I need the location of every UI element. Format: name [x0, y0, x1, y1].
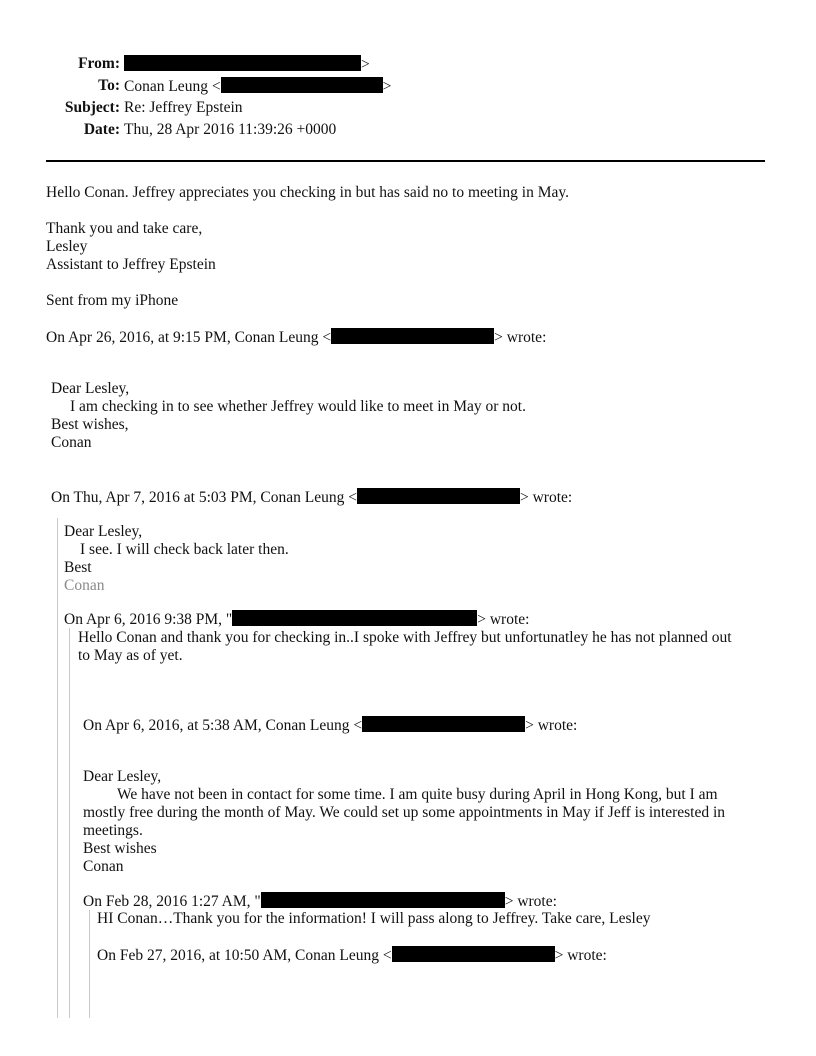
quote-attribution	[83, 716, 577, 735]
quote-bar	[89, 910, 90, 1018]
attribution-text: > wrote:	[525, 717, 578, 734]
attribution-text: > wrote:	[494, 329, 547, 346]
quote-line: I see. I will check back later then.	[80, 541, 289, 558]
quote-line: Conan	[64, 577, 105, 594]
quote-line: HI Conan…Thank you for the information! I will pass along to Jeffrey. Take care, Lesley	[97, 910, 651, 927]
attribution-text: On Feb 27, 2016, at 10:50 AM, Conan Leung <	[97, 947, 392, 964]
quote-line: Best wishes,	[51, 416, 129, 433]
subject-value: Re: Jeffrey Epstein	[124, 99, 243, 116]
reply-line: Thank you and take care,	[46, 220, 203, 237]
redaction-bar	[261, 892, 505, 908]
quote-line: mostly free during the month of May. We could set up some appointments in May if Jeff is interested in	[83, 804, 726, 821]
quote-line: Dear Lesley,	[83, 768, 162, 785]
attribution-text: > wrote:	[554, 947, 607, 964]
quote-attribution	[83, 892, 557, 911]
attribution-text: > wrote:	[504, 893, 557, 910]
quote-bar	[69, 628, 70, 1018]
from-label: From:	[78, 55, 120, 72]
quote-line: I am checking in to see whether Jeffrey would like to meet in May or not.	[70, 398, 526, 415]
redaction-bar	[124, 55, 361, 71]
attribution-text: On Feb 28, 2016 1:27 AM, "	[83, 893, 261, 910]
quote-line: Conan	[83, 858, 124, 875]
redaction-bar	[232, 610, 477, 626]
quote-line: meetings.	[83, 822, 143, 839]
reply-line: Sent from my iPhone	[46, 292, 179, 309]
attribution-text: On Apr 6, 2016, at 5:38 AM, Conan Leung <	[83, 717, 363, 734]
date-label: Date:	[83, 121, 120, 138]
quote-attribution	[51, 488, 572, 507]
redaction-bar	[362, 716, 525, 732]
quote-attribution	[46, 328, 546, 347]
quote-line: Hello Conan and thank you for checking in..I spoke with Jeffrey but unfortunatley he has not planned out	[78, 629, 732, 646]
quote-attribution	[64, 610, 529, 629]
quote-line: Conan	[51, 434, 92, 451]
quote-line: to May as of yet.	[78, 647, 183, 664]
attribution-text: > wrote:	[477, 611, 530, 628]
attribution-text: On Apr 6, 2016 9:38 PM, "	[64, 611, 233, 628]
quote-line: Best wishes	[83, 840, 157, 857]
from-value	[124, 55, 370, 74]
attribution-text: On Thu, Apr 7, 2016 at 5:03 PM, Conan Leung <	[51, 489, 357, 506]
redaction-bar	[331, 328, 494, 344]
redaction-bar	[357, 488, 520, 504]
subject-label: Subject:	[64, 99, 120, 116]
date-value: Thu, 28 Apr 2016 11:39:26 +0000	[124, 121, 337, 138]
to-label: To:	[98, 77, 120, 94]
quote-line: Best	[64, 559, 92, 576]
attribution-text: On Apr 26, 2016, at 9:15 PM, Conan Leung <	[46, 329, 332, 346]
quote-line: We have not been in contact for some time. I am quite busy during April in Hong Kong, but I am	[117, 786, 718, 803]
reply-line: Lesley	[46, 238, 88, 255]
to-name: Conan Leung	[124, 78, 208, 95]
quote-attribution	[97, 946, 607, 965]
angle-close: >	[361, 56, 370, 73]
quote-line: Dear Lesley,	[64, 523, 143, 540]
redaction-bar	[221, 77, 383, 93]
to-value: Conan Leung < >	[124, 78, 392, 95]
quote-line: Dear Lesley,	[51, 380, 130, 397]
attribution-text: > wrote:	[519, 489, 573, 506]
quote-bar	[57, 518, 58, 1018]
reply-line: Hello Conan. Jeffrey appreciates you checking in but has said no to meeting in May.	[46, 184, 569, 201]
reply-line: Assistant to Jeffrey Epstein	[46, 256, 216, 273]
redaction-bar	[392, 946, 555, 962]
header-divider	[46, 160, 765, 162]
